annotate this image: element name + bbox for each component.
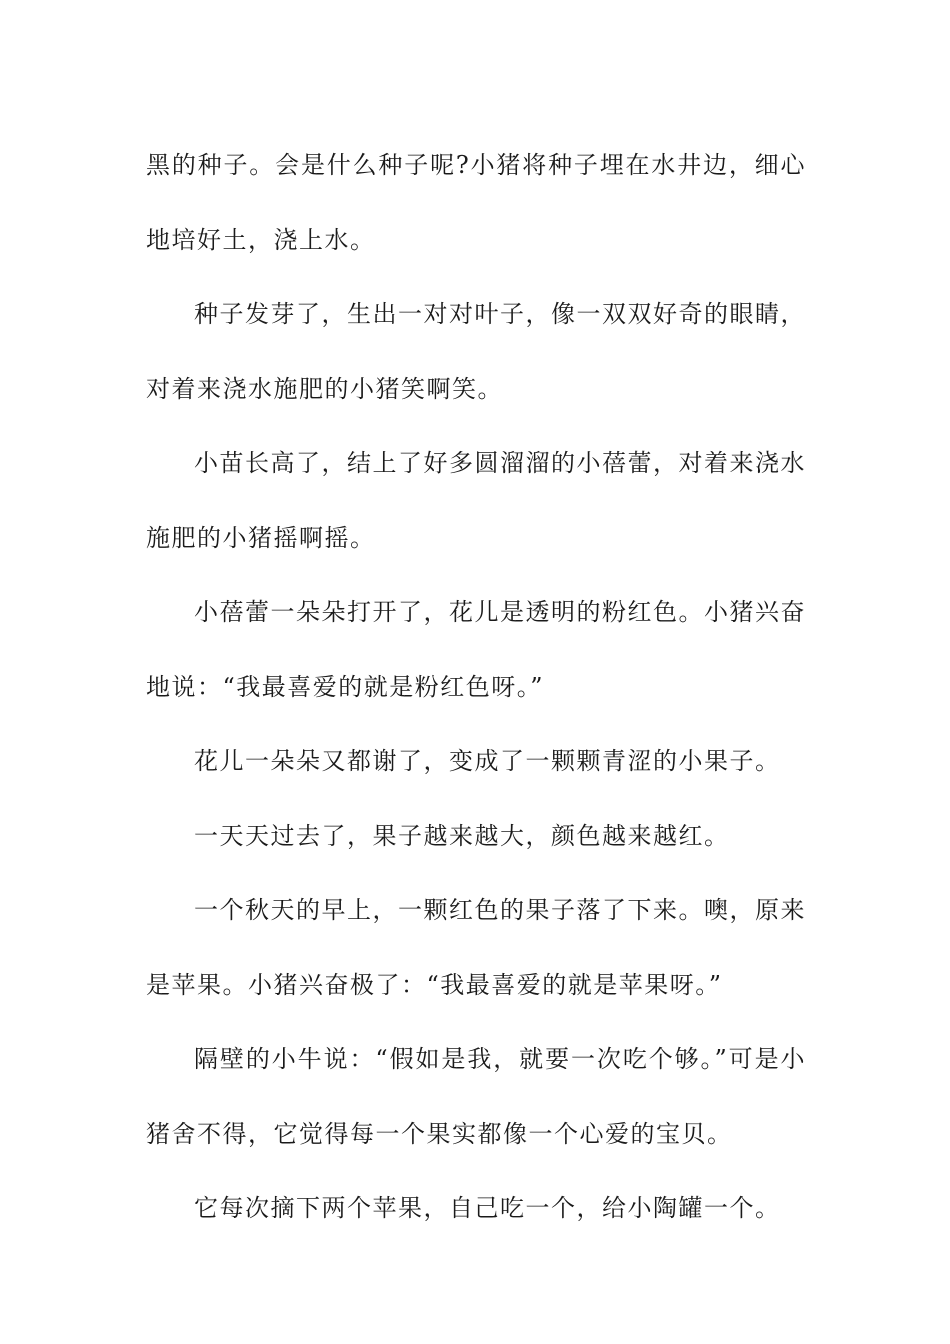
paragraph-5: 花儿一朵朵又都谢了，变成了一颗颗青涩的小果子。 <box>194 747 781 775</box>
story-text <box>146 128 806 1246</box>
paragraph-9: 它每次摘下两个苹果，自己吃一个，给小陶罐一个。 <box>194 1194 781 1222</box>
paragraph-3: 小苗长高了，结上了好多圆溜溜的小蓓蕾，对着来浇水施肥的小猪摇啊摇。 <box>146 449 806 552</box>
paragraph-7: 一个秋天的早上，一颗红色的果子落了下来。噢，原来是苹果。小猪兴奋极了：“我最喜爱的就是苹果呀。” <box>146 896 806 999</box>
paragraph-4: 小蓓蕾一朵朵打开了，花儿是透明的粉红色。小猪兴奋地说：“我最喜爱的就是粉红色呀。” <box>146 598 806 701</box>
paragraph-8: 隔壁的小牛说：“假如是我，就要一次吃个够。”可是小猪舍不得，它觉得每一个果实都像一个心爱的宝贝。 <box>146 1045 806 1148</box>
paragraph-2: 种子发芽了，生出一对对叶子，像一双双好奇的眼睛，对着来浇水施肥的小猪笑啊笑。 <box>146 300 806 403</box>
paragraph-6: 一天天过去了，果子越来越大，颜色越来越红。 <box>194 821 730 850</box>
paragraph-1: 黑的种子。会是什么种子呢?小猪将种子埋在水井边，细心地培好土，浇上水。 <box>146 151 806 254</box>
